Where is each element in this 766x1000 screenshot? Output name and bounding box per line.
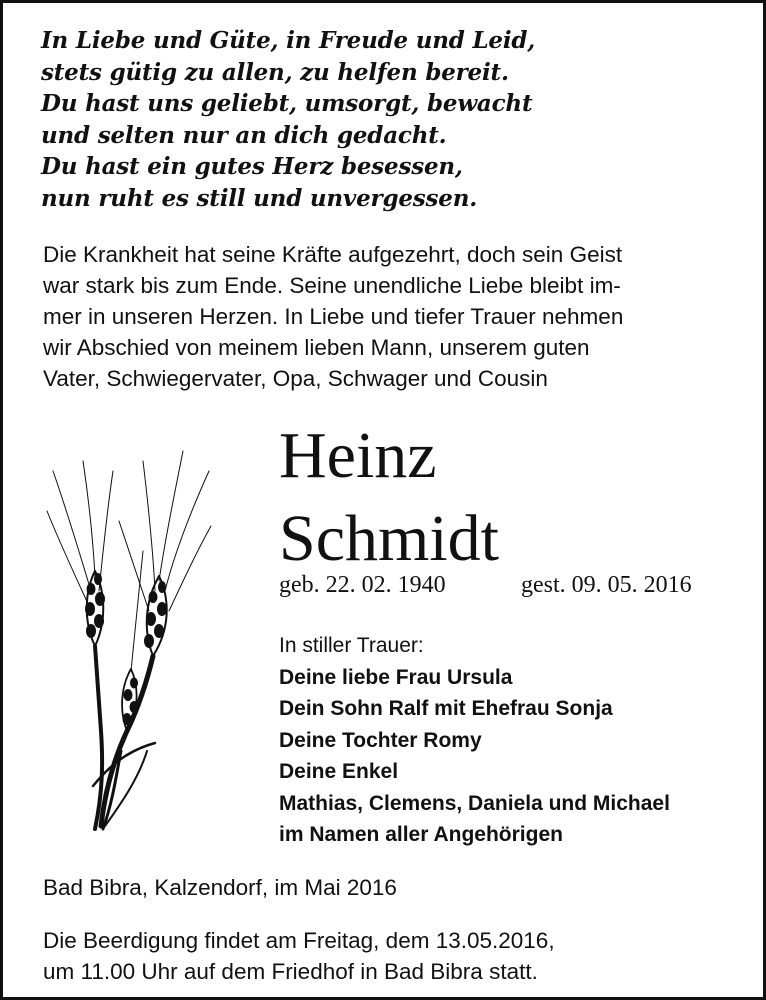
poem-line: Du hast ein gutes Herz besessen, — [41, 153, 463, 180]
poem-line: und selten nur an dich gedacht. — [41, 121, 447, 149]
wheat-ears-icon — [43, 431, 213, 841]
mourner-line: Deine liebe Frau Ursula — [279, 665, 513, 689]
poem — [41, 25, 535, 214]
death-date: gest. 09. 05. 2016 — [521, 572, 692, 598]
mourner-line: Deine Tochter Romy — [279, 728, 482, 752]
farewell-line: wir Abschied von meinem lieben Mann, unserem guten — [43, 335, 590, 360]
funeral-info — [43, 925, 555, 987]
farewell-line: Vater, Schwiegervater, Opa, Schwager und Cousin — [43, 366, 548, 391]
funeral-line: Die Beerdigung findet am Freitag, dem 13.05.2016, — [43, 928, 555, 953]
deceased-first-name: Heinz — [279, 419, 437, 492]
farewell-text — [43, 239, 733, 394]
mourner-line: Mathias, Clemens, Daniela und Michael — [279, 791, 670, 815]
mourner-line: Deine Enkel — [279, 760, 399, 783]
poem-line: stets gütig zu allen, zu helfen bereit. — [41, 58, 509, 86]
funeral-line: um 11.00 Uhr auf dem Friedhof in Bad Bibra statt. — [43, 959, 538, 984]
farewell-line: war stark bis zum Ende. Seine unendliche Liebe bleibt im- — [43, 273, 621, 298]
deceased-last-name: Schmidt — [279, 502, 500, 575]
poem-line: In Liebe und Güte, in Freude und Leid, — [41, 27, 536, 54]
poem-line: nun ruht es still und unvergessen. — [41, 184, 478, 212]
mourners-list — [279, 630, 670, 851]
birth-date: geb. 22. 02. 1940 — [279, 572, 446, 598]
farewell-line: Die Krankheit hat seine Kräfte aufgezehrt, doch sein Geist — [43, 242, 623, 267]
life-dates — [279, 572, 692, 599]
mourner-line: Dein Sohn Ralf mit Ehefrau Sonja — [279, 697, 613, 720]
mourner-line: im Namen aller Angehörigen — [279, 823, 563, 846]
mourners-heading: In stiller Trauer: — [279, 634, 424, 657]
poem-line: Du hast uns geliebt, umsorgt, bewacht — [41, 90, 533, 117]
farewell-line: mer in unseren Herzen. In Liebe und tiefer Trauer nehmen — [43, 304, 624, 329]
place-and-date: Bad Bibra, Kalzendorf, im Mai 2016 — [43, 875, 397, 900]
